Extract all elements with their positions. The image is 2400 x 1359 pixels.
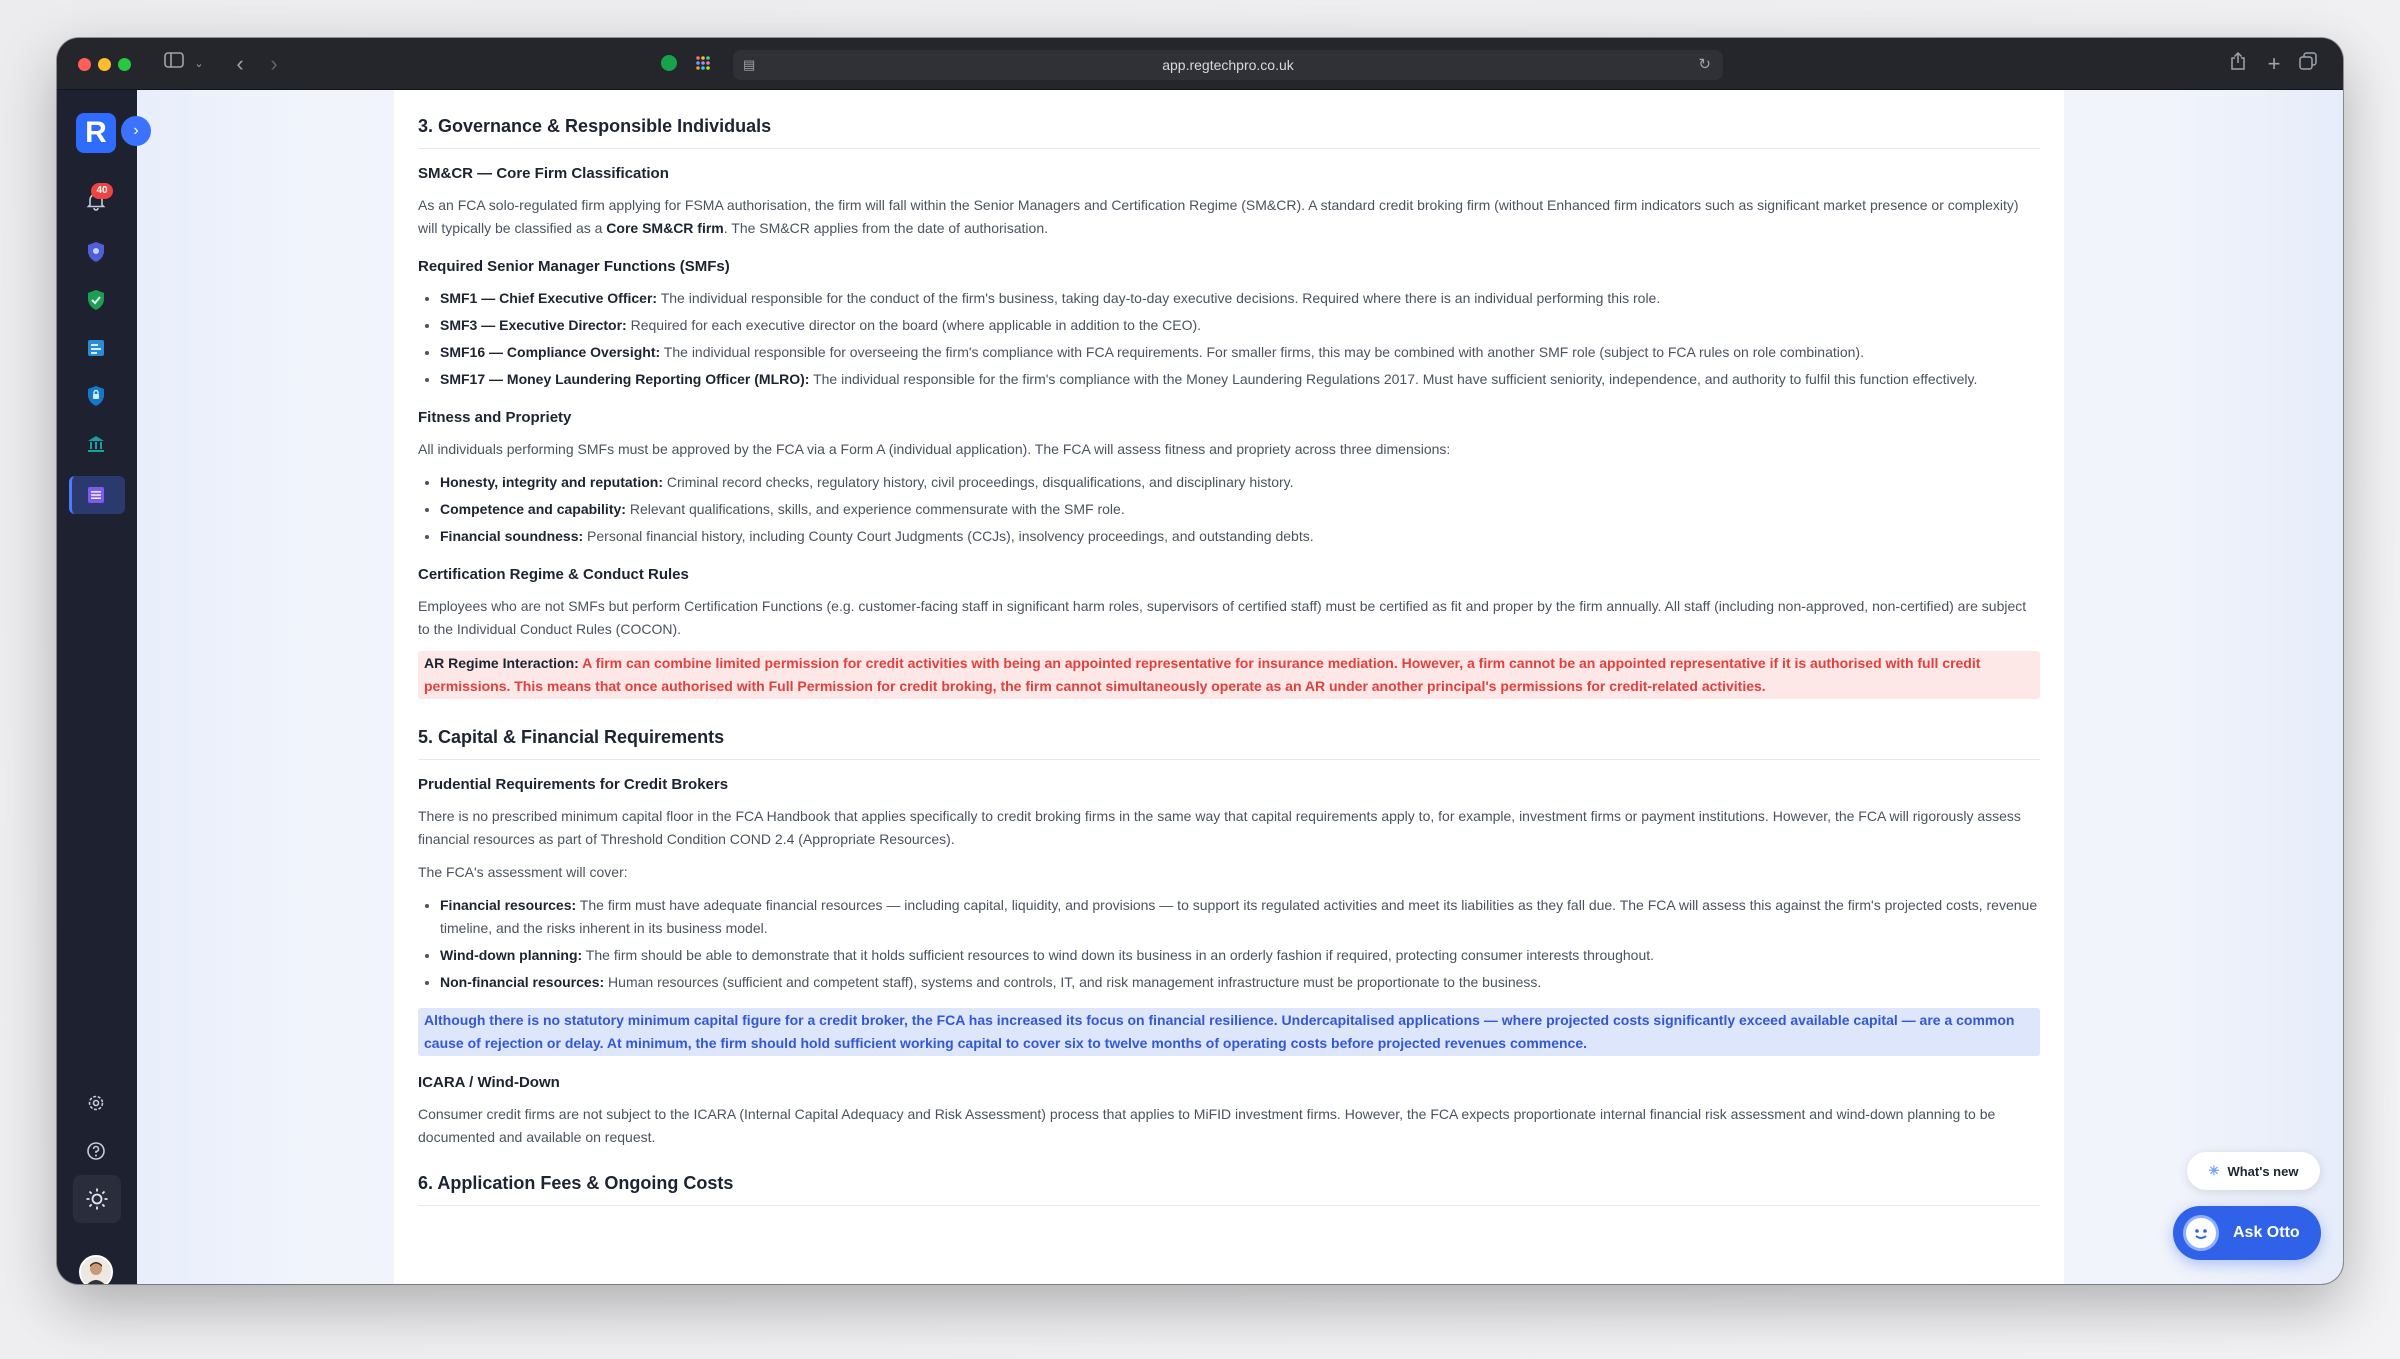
list-item	[440, 368, 2040, 391]
list-item-text: Human resources (sufficient and competent staff), systems and controls, IT, and risk management infrastructure must be proportionate to the business.	[604, 974, 1542, 990]
chevron-down-icon[interactable]: ⌄	[194, 58, 204, 70]
ar-regime-callout	[418, 651, 2040, 699]
list-item-text: The firm must have adequate financial resources — including capital, liquidity, and provisions — to support its regulated activities and meet its liabilities as they fall due. The FCA will assess this against the firm's projected costs, revenue timeline, and the risks inherent in its business model.	[440, 897, 2038, 936]
page-settings-icon[interactable]: ▤	[743, 57, 756, 72]
share-icon[interactable]	[2227, 52, 2249, 76]
list-item-label: SMF3 — Executive Director:	[440, 317, 627, 333]
notifications-badge: 40	[91, 183, 113, 199]
bank-icon[interactable]	[83, 431, 109, 457]
section-title-fees: 6. Application Fees & Ongoing Costs	[418, 1159, 2040, 1206]
callout-lead: AR Regime Interaction:	[424, 655, 579, 671]
minimize-window-button[interactable]	[98, 58, 111, 71]
ask-otto-label: Ask Otto	[2233, 1224, 2300, 1241]
paragraph-icara: Consumer credit firms are not subject to the ICARA (Internal Capital Adequacy and Risk Assessment) process that applies to MiFID investment firms. However, the FCA expects proportionate internal financial risk assessment and wind-down planning to be documented and available on request.	[418, 1106, 1996, 1145]
list-item-label: Non-financial resources:	[440, 974, 605, 990]
list-item-label: Competence and capability:	[440, 501, 626, 517]
list-item	[440, 971, 2040, 994]
whats-new-button[interactable]	[2187, 1152, 2320, 1190]
list-item-label: Financial soundness:	[440, 528, 584, 544]
heading-icara: ICARA / Wind-Down	[418, 1074, 560, 1091]
paragraph-prudential: There is no prescribed minimum capital floor in the FCA Handbook that applies specifically to credit broking firms in the same way that capital requirements apply to, for example, investment firms or payment institutions. However, the FCA will rigorously assess financial resources as part of Threshold Condition COND 2.4 (Appropriate Resources).	[418, 808, 2021, 847]
capital-callout: Although there is no statutory minimum capital figure for a credit broker, the FCA has increased its focus on financial resilience. Undercapitalised applications — where projected costs significantly exceed available capital — are a common cause of rejection or delay. At minimum, the firm should hold sufficient working capital to cover six to twelve months of operating costs before projected revenues commence.	[418, 1008, 2040, 1056]
list-item	[440, 287, 2040, 310]
callout-text: A firm can combine limited permission for credit activities with being an appointed representative for insurance mediation. However, a firm cannot be an appointed representative if it is authorised with full credit permissions. This means that once authorised with Full Permission for credit broking, the firm cannot simultaneously operate as an AR under another principal's permissions for credit-related activities.	[424, 655, 1981, 694]
document-panel	[394, 90, 2064, 1284]
forward-icon[interactable]: ›	[270, 51, 278, 76]
paragraph-smcr	[418, 194, 2040, 240]
security-shield-icon[interactable]	[83, 383, 109, 409]
browser-window	[57, 38, 2343, 1284]
heading-fitness-propriety: Fitness and Propriety	[418, 409, 572, 426]
smcr-text-1: As an FCA solo-regulated firm applying for FSMA authorisation, the firm will fall within the Senior Managers and Certification Regime (SM&CR). A standard credit broking firm (without Enhanced firm indicators such as significant market presence or complexity) will typically be classified as a	[418, 197, 2019, 236]
new-tab-icon[interactable]: +	[2267, 51, 2281, 76]
whats-new-label: What's new	[2227, 1163, 2299, 1179]
heading-certification: Certification Regime & Conduct Rules	[418, 566, 689, 583]
list-item-text: The individual responsible for the firm's compliance with the Money Laundering Regulations 2017. Must have sufficient seniority, independence, and authority to fulfil this function effectively.	[809, 371, 1978, 387]
section-title-capital: 5. Capital & Financial Requirements	[418, 713, 2040, 760]
browser-toolbar	[57, 38, 2343, 90]
close-window-button[interactable]	[78, 58, 91, 71]
apps-grid-icon[interactable]	[695, 55, 711, 71]
assessment-list	[418, 894, 2040, 994]
sparkle-icon: ✳	[2208, 1163, 2220, 1178]
back-icon[interactable]: ‹	[236, 51, 244, 76]
smcr-text-2: . The SM&CR applies from the date of authorisation.	[723, 220, 1049, 236]
list-item	[440, 894, 2040, 940]
smf-list	[418, 287, 2040, 391]
list-item	[440, 471, 2040, 494]
shield-check-icon[interactable]	[83, 287, 109, 313]
sidebar-toggle-icon[interactable]	[163, 52, 185, 76]
list-item-label: SMF16 — Compliance Oversight:	[440, 344, 661, 360]
list-icon[interactable]	[83, 482, 109, 508]
zoom-window-button[interactable]	[118, 58, 131, 71]
paragraph-fitness-propriety: All individuals performing SMFs must be approved by the FCA via a Form A (individual application). The FCA will assess fitness and propriety across three dimensions:	[418, 441, 1451, 457]
list-item-text: Criminal record checks, regulatory history, civil proceedings, disqualifications, and disciplinary history.	[662, 474, 1294, 490]
address-bar[interactable]	[733, 50, 1723, 80]
otto-avatar-icon	[2183, 1215, 2219, 1251]
fitness-list	[418, 471, 2040, 548]
list-item-label: SMF17 — Money Laundering Reporting Officer (MLRO):	[440, 371, 810, 387]
list-item-label: Honesty, integrity and reputation:	[440, 474, 663, 490]
avatar[interactable]	[79, 1255, 113, 1284]
shield-icon[interactable]	[83, 239, 109, 265]
list-item-text: The individual responsible for overseeing the firm's compliance with FCA requirements. For smaller firms, this may be combined with another SMF role (subject to FCA rules on role combination).	[660, 344, 1864, 360]
sun-icon	[85, 1187, 109, 1216]
app-sidebar	[57, 90, 137, 1284]
list-item	[440, 314, 2040, 337]
paragraph-assessment-intro: The FCA's assessment will cover:	[418, 864, 628, 880]
expand-sidebar-button[interactable]: ›	[121, 116, 151, 146]
section-title-governance: 3. Governance & Responsible Individuals	[418, 90, 2040, 149]
url-text: app.regtechpro.co.uk	[1162, 57, 1294, 73]
list-item-label: Financial resources:	[440, 897, 577, 913]
list-item	[440, 341, 2040, 364]
list-item-text: Required for each executive director on the board (where applicable in addition to the CEO).	[626, 317, 1202, 333]
app-logo[interactable]: R	[76, 113, 116, 153]
list-item	[440, 944, 2040, 967]
ask-otto-button[interactable]	[2173, 1206, 2321, 1260]
grammarly-extension-icon[interactable]	[661, 55, 677, 71]
tab-overview-icon[interactable]	[2297, 52, 2319, 76]
gear-icon[interactable]	[83, 1090, 109, 1116]
reload-icon[interactable]: ↻	[1698, 56, 1711, 73]
list-item	[440, 525, 2040, 548]
list-item	[440, 498, 2040, 521]
theme-toggle-button[interactable]	[73, 1175, 121, 1223]
list-item-label: Wind-down planning:	[440, 947, 583, 963]
list-item-text: Relevant qualifications, skills, and experience commensurate with the SMF role.	[625, 501, 1125, 517]
heading-smf: Required Senior Manager Functions (SMFs)	[418, 258, 730, 275]
heading-smcr: SM&CR — Core Firm Classification	[418, 165, 669, 182]
smcr-text-bold: Core SM&CR firm	[606, 220, 724, 236]
paragraph-certification: Employees who are not SMFs but perform Certification Functions (e.g. customer-facing staff in significant harm roles, supervisors of certified staff) must be certified as fit and proper by the firm annually. All staff (including non-approved, non-certified) are subject to the Individual Conduct Rules (COCON).	[418, 598, 2027, 637]
heading-prudential: Prudential Requirements for Credit Brokers	[418, 776, 729, 793]
list-item-text: Personal financial history, including County Court Judgments (CCJs), insolvency proceedings, and outstanding debts.	[583, 528, 1314, 544]
list-item-text: The firm should be able to demonstrate that it holds sufficient resources to wind down its business in an orderly fashion if required, protecting consumer interests throughout.	[582, 947, 1655, 963]
list-item-label: SMF1 — Chief Executive Officer:	[440, 290, 658, 306]
list-item-text: The individual responsible for the conduct of the firm's business, taking day-to-day executive decisions. Required where there is an individual performing this role.	[657, 290, 1661, 306]
help-icon[interactable]	[83, 1138, 109, 1164]
document-icon[interactable]	[83, 335, 109, 361]
